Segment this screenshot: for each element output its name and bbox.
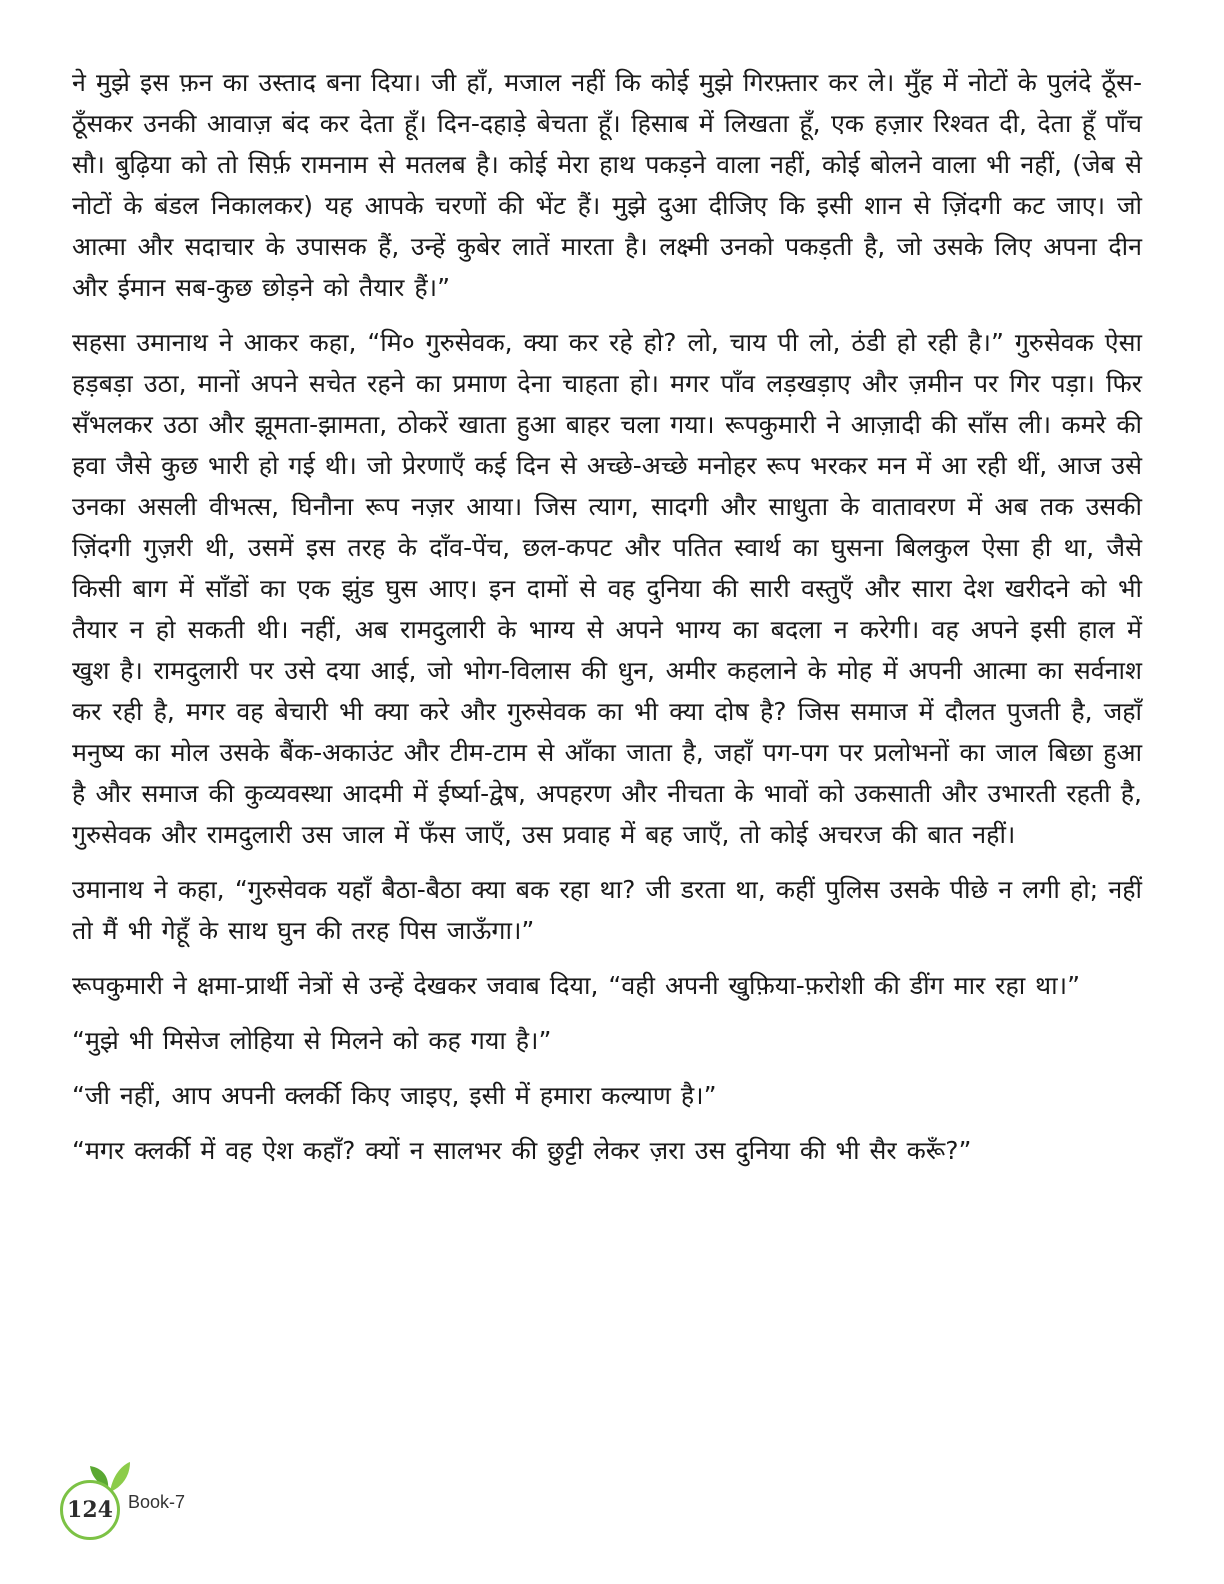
page-content	[72, 62, 1142, 1185]
page-number: 124	[67, 1497, 113, 1523]
paragraph: “जी नहीं, आप अपनी क्लर्की किए जाइए, इसी में हमारा कल्याण है।”	[72, 1081, 717, 1110]
book-label: Book-7	[128, 1492, 186, 1512]
paragraph: सहसा उमानाथ ने आकर कहा, “मि० गुरुसेवक, क्या कर रहे हो? लो, चाय पी लो, ठंडी हो रही है।” गुरुसेवक ऐसा हड़बड़ा उठा, मानों अपने सचेत रहने का प्रमाण देना चाहता हो। मगर पाँव लड़खड़ाए और ज़मीन पर गिर पड़ा। फिर सँभलकर उठा और झूमता-झामता, ठोकरें खाता हुआ बाहर चला गया। रूपकुमारी ने आज़ादी की साँस ली। कमरे की हवा जैसे कुछ भारी हो गई थी। जो प्रेरणाएँ कई दिन से अच्छे-अच्छे मनोहर रूप भरकर मन में आ रही थीं, आज उसे उनका असली वीभत्स, घिनौना रूप नज़र आया। जिस त्याग, सादगी और साधुता के वातावरण में अब तक उसकी ज़िंदगी गुज़री थी, उसमें इस तरह के दाँव-पेंच, छल-कपट और पतित स्वार्थ का घुसना बिलकुल ऐसा ही था, जैसे किसी बाग में साँडों का एक झुंड घुस आए। इन दामों से वह दुनिया की सारी वस्तुएँ और सारा देश खरीदने को भी तैयार न हो सकती थी। नहीं, अब रामदुलारी के भाग्य से अपने भाग्य का बदला न करेगी। वह अपने इसी हाल में खुश है। रामदुलारी पर उसे दया आई, जो भोग-विलास की धुन, अमीर कहलाने के मोह में अपनी आत्मा का सर्वनाश कर रही है, मगर वह बेचारी भी क्या करे और गुरुसेवक का भी क्या दोष है? जिस समाज में दौलत पुजती है, जहाँ मनुष्य का मोल उसके बैंक-अकाउंट और टीम-टाम से आँका जाता है, जहाँ पग-पग पर प्रलोभनों का जाल बिछा हुआ है और समाज की कुव्यवस्था आदमी में ईर्ष्या-द्वेष, अपहरण और नीचता के भावों को उकसाती और उभारती रहती है, गुरुसेवक और रामदुलारी उस जाल में फँस जाएँ, उस प्रवाह में बह जाएँ, तो कोई अचरज की बात नहीं।	[72, 328, 1142, 849]
paragraph: “मगर क्लर्की में वह ऐश कहाँ? क्यों न सालभर की छुट्टी लेकर ज़रा उस दुनिया की भी सैर करूँ?”	[72, 1136, 972, 1165]
paragraph: रूपकुमारी ने क्षमा-प्रार्थी नेत्रों से उन्हें देखकर जवाब दिया, “वही अपनी खुफ़िया-फ़रोशी की डींग मार रहा था।”	[72, 971, 1081, 1000]
paragraph: “मुझे भी मिसेज लोहिया से मिलने को कह गया है।”	[72, 1026, 552, 1055]
paragraph: ने मुझे इस फ़न का उस्ताद बना दिया। जी हाँ, मजाल नहीं कि कोई मुझे गिरफ़्तार कर ले। मुँह में नोटों के पुलंदे ठूँस-ठूँसकर उनकी आवाज़ बंद कर देता हूँ। दिन-दहाड़े बेचता हूँ। हिसाब में लिखता हूँ, एक हज़ार रिश्वत दी, देता हूँ पाँच सौ। बुढ़िया को तो सिर्फ़ रामनाम से मतलब है। कोई मेरा हाथ पकड़ने वाला नहीं, कोई बोलने वाला भी नहीं, (जेब से नोटों के बंडल निकालकर) यह आपके चरणों की भेंट हैं। मुझे दुआ दीजिए कि इसी शान से ज़िंदगी कट जाए। जो आत्मा और सदाचार के उपासक हैं, उन्हें कुबेर लातें मारता है। लक्ष्मी उनको पकड़ती है, जो उसके लिए अपना दीन और ईमान सब-कुछ छोड़ने को तैयार हैं।”	[72, 68, 1142, 302]
page-number-badge	[60, 1480, 120, 1540]
paragraph: उमानाथ ने कहा, “गुरुसेवक यहाँ बैठा-बैठा क्या बक रहा था? जी डरता था, कहीं पुलिस उसके पीछे न लगी हो; नहीं तो मैं भी गेहूँ के साथ घुन की तरह पिस जाऊँगा।”	[72, 875, 1142, 945]
page-footer	[52, 1458, 252, 1568]
